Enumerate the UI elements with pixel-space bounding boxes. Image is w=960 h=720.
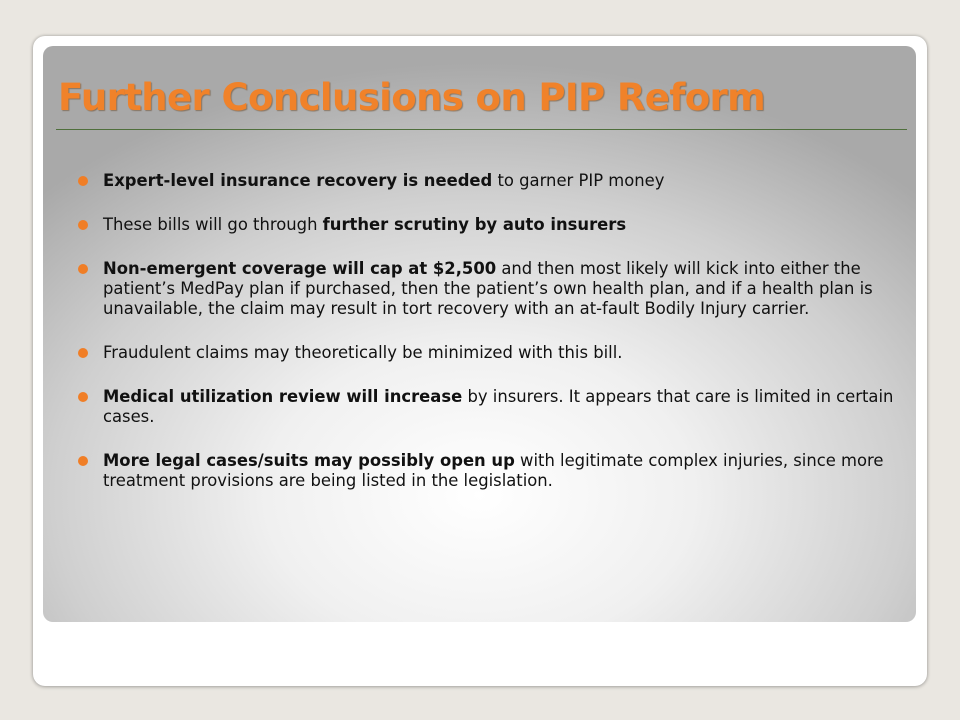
slide-title: Further Conclusions on PIP Reform (58, 76, 766, 119)
bullet-bold-text: Medical utilization review will increase (103, 387, 463, 406)
bullet-bold-text: Expert-level insurance recovery is needed (103, 171, 493, 190)
bullet-dot-icon (78, 264, 88, 274)
bullet-bold-text: further scrutiny by auto insurers (322, 215, 627, 234)
bullet-bold-text: More legal cases/suits may possibly open up (103, 451, 515, 470)
bullet-list (103, 171, 908, 513)
bullet-text: to garner PIP money (492, 171, 665, 190)
bullet-text: by insurers. It appears that care is limited in certain cases. (103, 387, 894, 426)
bullet-item (103, 215, 908, 235)
bullet-dot-icon (78, 392, 88, 402)
bullet-dot-icon (78, 220, 88, 230)
bullet-item (103, 387, 908, 427)
slide-content-panel (43, 46, 916, 622)
bullet-dot-icon (78, 176, 88, 186)
bullet-item (103, 451, 908, 491)
bullet-dot-icon (78, 348, 88, 358)
bullet-bold-text: Non-emergent coverage will cap at $2,500 (103, 259, 497, 278)
bullet-item (103, 259, 908, 319)
bullet-text: and then most likely will kick into either the patient’s MedPay plan if purchased, then the patient’s own health plan, and if a health plan is unavailable, the claim may result in tort recovery with an at-fault Bodily Injury carrier. (103, 259, 873, 318)
bullet-item (103, 171, 908, 191)
bullet-text: Fraudulent claims may theoretically be minimized with this bill. (103, 343, 623, 362)
bullet-text: with legitimate complex injuries, since more treatment provisions are being listed in the legislation. (103, 451, 884, 490)
bullet-dot-icon (78, 456, 88, 466)
title-divider (56, 129, 907, 130)
bullet-text: These bills will go through (103, 215, 323, 234)
bullet-item (103, 343, 908, 363)
